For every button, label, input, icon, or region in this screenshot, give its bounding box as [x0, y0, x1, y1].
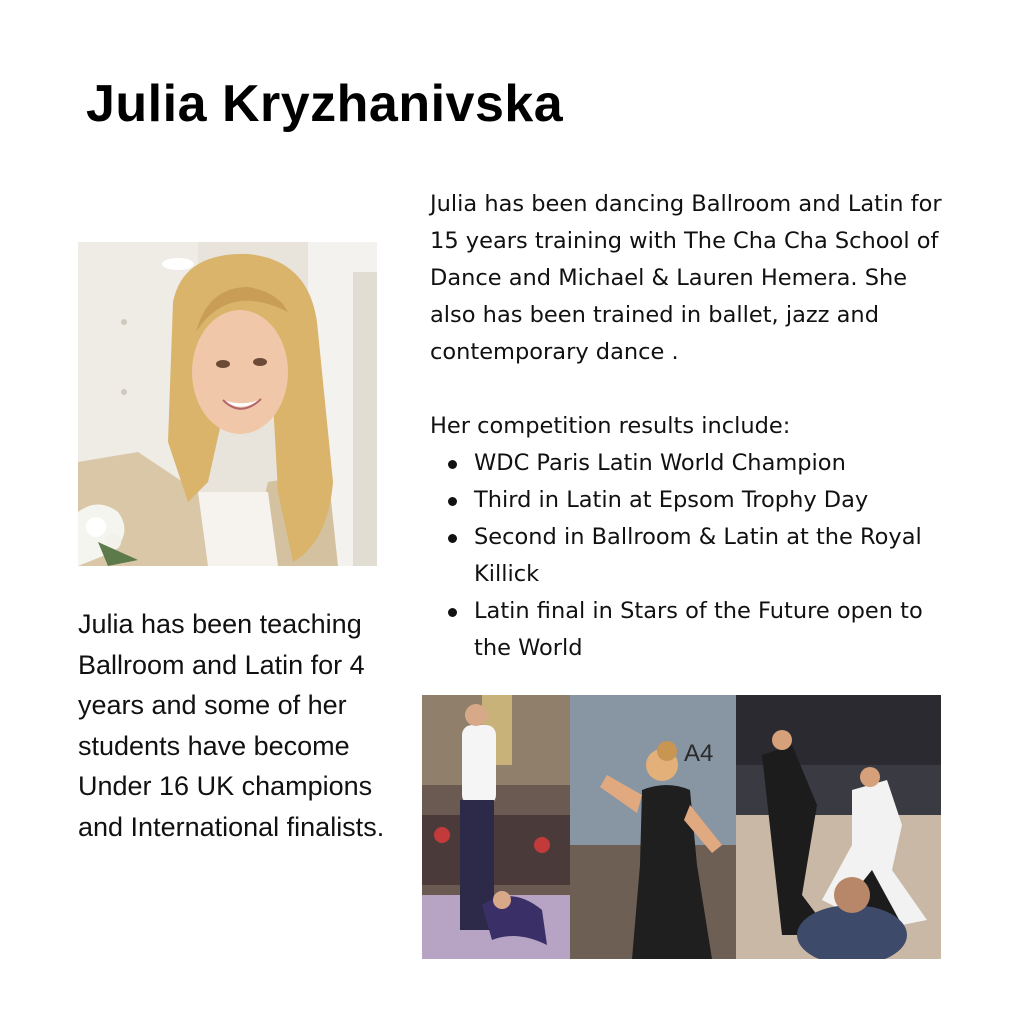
list-item: Latin final in Stars of the Future open to the World [474, 593, 950, 667]
list-item: Third in Latin at Epsom Trophy Day [474, 482, 950, 519]
collage-photo-latin-couple [736, 695, 941, 959]
page-title: Julia Kryzhanivska [86, 75, 564, 133]
dance-photo-collage [422, 695, 941, 959]
list-item: WDC Paris Latin World Champion [474, 445, 950, 482]
results-list [430, 445, 950, 667]
collage-photo-ballroom [422, 695, 570, 959]
portrait-photo [78, 242, 377, 566]
results-heading: Her competition results include: [430, 413, 791, 439]
bio-section [430, 186, 950, 667]
intro-paragraph: Julia has been dancing Ballroom and Latin for 15 years training with The Cha Cha School of Dance and Michael & Lauren Hemera. She also has been trained in ballet, jazz and contemporary dance . [430, 191, 942, 365]
teaching-paragraph: Julia has been teaching Ballroom and Latin for 4 years and some of her students have become Under 16 UK champions and International finalists. [78, 609, 385, 842]
list-item: Second in Ballroom & Latin at the Royal Killick [474, 519, 950, 593]
collage-photo-latin-solo [570, 695, 736, 959]
collage-sign-text: A4 [684, 740, 714, 767]
